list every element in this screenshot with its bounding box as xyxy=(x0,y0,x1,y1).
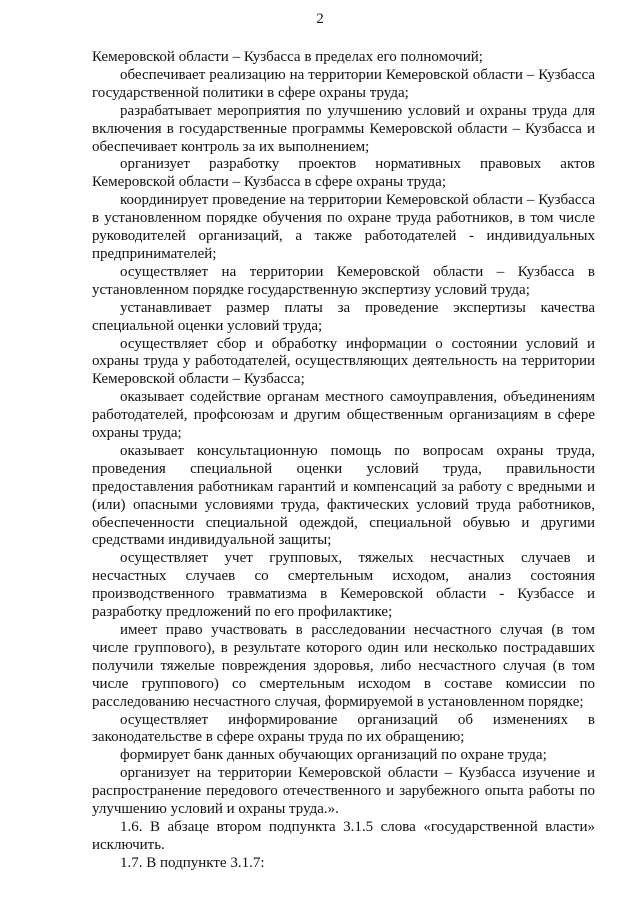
paragraph: Кемеровской области – Кузбасса в пределах его полномочий; xyxy=(92,49,483,65)
paragraph: осуществляет информирование организаций об изменениях в законодательстве в сфере охраны труда по их обращению; xyxy=(92,711,595,746)
paragraph: осуществляет на территории Кемеровской области – Кузбасса в установленном порядке государственную экспертизу условий труда; xyxy=(92,263,595,298)
paragraph: организует разработку проектов нормативных правовых актов Кемеровской области – Кузбасса в сфере охраны труда; xyxy=(92,156,595,191)
paragraph: имеет право участвовать в расследовании несчастного случая (в том числе группового), в результате которого один или несколько пострадавших получили тяжелые повреждения здоровья, либо несчастного случая (в том числе группового) со смертельным исходом в составе комиссии по расследованию несчастного случая, формируемой в установленном порядке; xyxy=(92,622,595,710)
paragraph: оказывает консультационную помощь по вопросам охраны труда, проведения специальной оценки условий труда, правильности предоставления работникам гарантий и компенсаций за работу с вредными и (или) опасными условиями труда, фактических условий труда работников, обеспеченности специальной одеждой, специальной обувью и другими средствами индивидуальной защиты; xyxy=(92,442,595,549)
paragraph: 1.6. В абзаце втором подпункта 3.1.5 слова «государственной власти» исключить. xyxy=(92,818,595,853)
paragraph: обеспечивает реализацию на территории Кемеровской области – Кузбасса государственной политики в сфере охраны труда; xyxy=(92,66,595,101)
document-body xyxy=(92,49,595,873)
page-number: 2 xyxy=(316,11,324,27)
paragraph: формирует банк данных обучающих организаций по охране труда; xyxy=(120,747,547,764)
paragraph: осуществляет учет групповых, тяжелых несчастных случаев и несчастных случаев со смертельным исходом, анализ состояния производственного травматизма в Кемеровской области - Кузбассе и разработку предложений по его профилактике; xyxy=(92,550,595,621)
paragraph: осуществляет сбор и обработку информации о состоянии условий и охраны труда у работодателей, осуществляющих деятельность на территории Кемеровской области – Кузбасса; xyxy=(92,335,595,388)
paragraph: оказывает содействие органам местного самоуправления, объединениям работодателей, профсоюзам и другим общественным организациям в сфере охраны труда; xyxy=(92,389,595,442)
paragraph: организует на территории Кемеровской области – Кузбасса изучение и распространение передового отечественного и зарубежного опыта работы по улучшению условий и охраны труда.». xyxy=(92,765,595,818)
paragraph: координирует проведение на территории Кемеровской области – Кузбасса в установленном порядке обучения по охране труда работников, в том числе руководителей организаций, а также работодателей - индивидуальных предпринимателей; xyxy=(92,192,595,262)
paragraph: разрабатывает мероприятия по улучшению условий и охраны труда для включения в государственные программы Кемеровской области – Кузбасса и обеспечивает контроль за их выполнением; xyxy=(92,102,595,155)
paragraph: 1.7. В подпункте 3.1.7: xyxy=(120,854,265,871)
paragraph: устанавливает размер платы за проведение экспертизы качества специальной оценки условий труда; xyxy=(92,299,595,334)
